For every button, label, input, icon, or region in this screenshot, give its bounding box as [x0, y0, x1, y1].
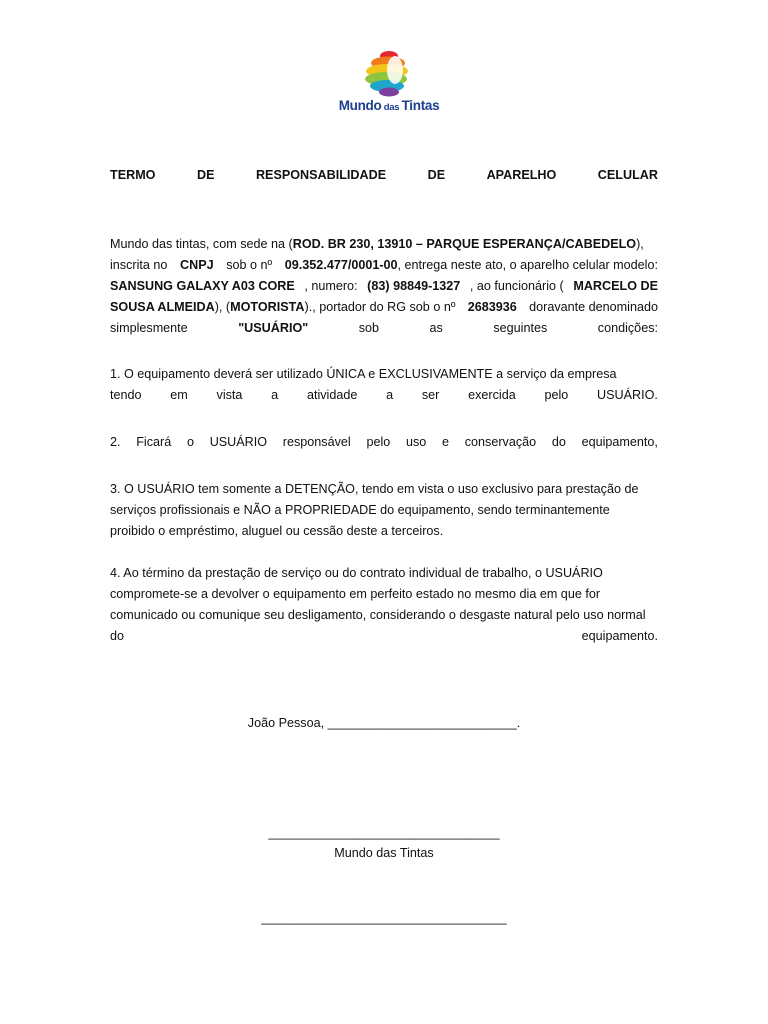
- intro-line: SOUSA ALMEIDA), (MOTORISTA)., portador do RG sob o nº 2683936 doravante denominado: [110, 300, 658, 314]
- clause-1: [110, 364, 658, 406]
- signature-label-company: Mundo das Tintas: [334, 846, 434, 860]
- title-word: TERMO: [110, 168, 156, 182]
- clause-2: [110, 432, 658, 453]
- clause-3: [110, 479, 658, 542]
- title-word: DE: [427, 168, 446, 182]
- signature-line-company: _________________________________: [268, 826, 500, 840]
- intro-line: Mundo das tintas, com sede na (ROD. BR 230, 13910 – PARQUE ESPERANÇA/CABEDELO),: [110, 237, 644, 251]
- intro-paragraph: [110, 234, 658, 339]
- document-title: [110, 168, 658, 182]
- intro-line: SANSUNG GALAXY A03 CORE , numero: (83) 98849-1327 , ao funcionário ( MARCELO DE: [110, 279, 658, 293]
- intro-line: simplesmente "USUÁRIO" sob as seguintes condições:: [110, 321, 658, 335]
- clause-4: [110, 563, 658, 647]
- logo-wordmark: Mundo das Tintas: [338, 98, 440, 113]
- clause-line: 3. O USUÁRIO tem somente a DETENÇÃO, tendo em vista o uso exclusivo para prestação de: [110, 482, 639, 496]
- place-date-line: João Pessoa, ___________________________.: [247, 716, 521, 730]
- colorful-globe-icon: [361, 48, 417, 98]
- clause-line: comunicado ou comunique seu desligamento, considerando o desgaste natural pelo uso normal: [110, 608, 646, 622]
- clause-line: 1. O equipamento deverá ser utilizado ÚNICA e EXCLUSIVAMENTE a serviço da empresa: [110, 367, 617, 381]
- intro-line: inscrita no CNPJ sob o nº 09.352.477/0001-00, entrega neste ato, o aparelho celular modelo:: [110, 258, 658, 272]
- clause-line: compromete-se a devolver o equipamento em perfeito estado no mesmo dia em que for: [110, 587, 601, 601]
- title-word: RESPONSABILIDADE: [255, 168, 387, 182]
- title-word: DE: [196, 168, 215, 182]
- title-word: CELULAR: [597, 168, 658, 182]
- title-word: APARELHO: [486, 168, 557, 182]
- signature-line-employee: ___________________________________: [261, 911, 507, 925]
- clause-line: 4. Ao término da prestação de serviço ou do contrato individual de trabalho, o USUÁRIO: [110, 566, 603, 580]
- clause-line: do equipamento.: [110, 629, 658, 643]
- clause-line: serviços profissionais e NÃO a PROPRIEDADE do equipamento, sendo terminantemente: [110, 503, 610, 517]
- company-logo: [330, 48, 448, 120]
- clause-line: 2. Ficará o USUÁRIO responsável pelo uso e conservação do equipamento,: [110, 435, 658, 449]
- clause-line: tendo em vista a atividade a ser exercida pelo USUÁRIO.: [110, 388, 658, 402]
- clause-line: proibido o empréstimo, aluguel ou cessão deste a terceiros.: [110, 524, 444, 538]
